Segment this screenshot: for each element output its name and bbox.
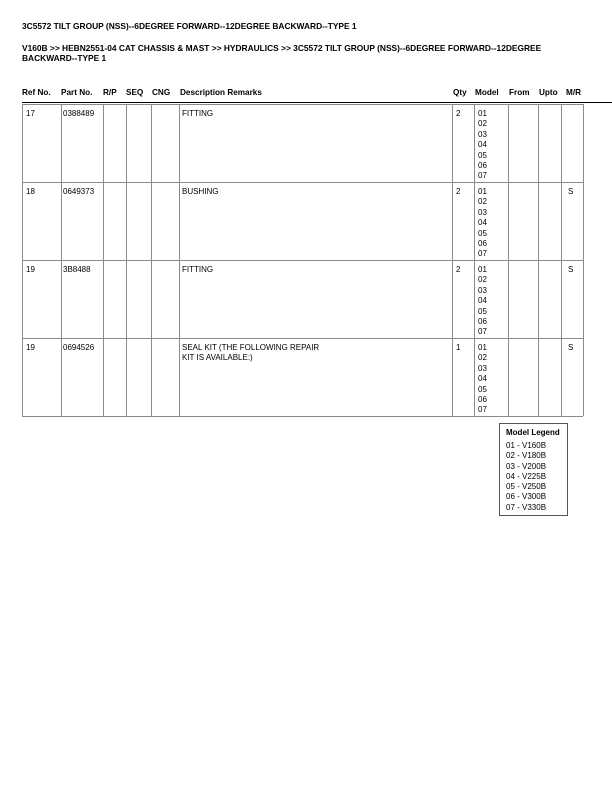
header-model: Model (475, 88, 499, 97)
column-divider (474, 260, 475, 338)
column-divider (583, 260, 584, 338)
model-code: 02 (478, 119, 487, 129)
model-code: 05 (478, 384, 487, 394)
header-ref-no: Ref No. (22, 88, 51, 97)
model-code: 02 (478, 197, 487, 207)
column-divider (474, 338, 475, 416)
model-code: 06 (478, 395, 487, 405)
part-no-cell: 3B8488 (63, 265, 91, 274)
column-divider (103, 104, 104, 182)
description-cell: SEAL KIT (THE FOLLOWING REPAIR KIT IS AVAILABLE:) (182, 343, 320, 363)
column-divider (151, 104, 152, 182)
column-divider (103, 260, 104, 338)
model-code: 03 (478, 363, 487, 373)
qty-cell: 1 (456, 343, 461, 352)
model-list-cell (478, 343, 487, 416)
column-divider (151, 260, 152, 338)
legend-item: 02 - V180B (506, 451, 547, 461)
column-divider (103, 338, 104, 416)
column-divider (179, 338, 180, 416)
column-divider (452, 104, 453, 182)
ref-no-cell: 19 (26, 265, 35, 274)
model-list-cell (478, 187, 487, 260)
column-divider (126, 104, 127, 182)
header-upto: Upto (539, 88, 558, 97)
model-code: 06 (478, 317, 487, 327)
row-divider (22, 260, 583, 261)
column-divider (126, 260, 127, 338)
header-qty: Qty (453, 88, 467, 97)
column-divider (103, 182, 104, 260)
column-divider (151, 338, 152, 416)
qty-cell: 2 (456, 265, 461, 274)
column-divider (538, 182, 539, 260)
model-code: 05 (478, 306, 487, 316)
column-divider (508, 338, 509, 416)
header-part-no: Part No. (61, 88, 93, 97)
model-code: 01 (478, 187, 487, 196)
header-seq: SEQ (126, 88, 144, 97)
column-divider (22, 338, 23, 416)
column-divider (583, 104, 584, 182)
header-cng: CNG (152, 88, 171, 97)
row-divider (22, 338, 583, 339)
column-divider (583, 338, 584, 416)
header-mr: M/R (566, 88, 582, 97)
part-no-cell: 0649373 (63, 187, 95, 196)
column-divider (452, 338, 453, 416)
qty-cell: 2 (456, 109, 461, 118)
mr-cell: S (568, 265, 574, 274)
column-divider (452, 260, 453, 338)
legend-title: Model Legend (506, 428, 560, 437)
part-no-cell: 0694526 (63, 343, 95, 352)
description-cell: FITTING (182, 265, 214, 274)
column-divider (508, 260, 509, 338)
column-divider (61, 260, 62, 338)
model-code: 07 (478, 327, 487, 337)
qty-cell: 2 (456, 187, 461, 196)
column-divider (22, 104, 23, 182)
column-divider (179, 260, 180, 338)
column-divider (508, 104, 509, 182)
model-code: 05 (478, 228, 487, 238)
header-rp: R/P (103, 88, 117, 97)
model-list-cell (478, 109, 487, 182)
table-row (22, 104, 583, 182)
column-divider (22, 182, 23, 260)
legend-item: 06 - V300B (506, 492, 547, 502)
description-cell: FITTING (182, 109, 214, 118)
mr-cell: S (568, 343, 574, 352)
model-code: 04 (478, 374, 487, 384)
column-divider (538, 104, 539, 182)
model-code: 04 (478, 140, 487, 150)
row-divider (22, 182, 583, 183)
ref-no-cell: 19 (26, 343, 35, 352)
column-divider (583, 182, 584, 260)
model-code: 06 (478, 161, 487, 171)
table-row (22, 182, 583, 260)
breadcrumb: V160B >> HEBN2551-04 CAT CHASSIS & MAST >> HYDRAULICS >> 3C5572 TILT GROUP (NSS)--6DEGREE FORWARD--12DEGREE BACKWARD--TYPE 1 (22, 43, 542, 63)
mr-cell: S (568, 187, 574, 196)
model-code: 07 (478, 171, 487, 181)
column-divider (179, 104, 180, 182)
ref-no-cell: 17 (26, 109, 35, 118)
legend-item: 03 - V200B (506, 461, 547, 471)
model-code: 02 (478, 275, 487, 285)
column-divider (151, 182, 152, 260)
legend-items (506, 441, 567, 513)
column-divider (538, 338, 539, 416)
column-divider (561, 104, 562, 182)
column-divider (126, 338, 127, 416)
header-description: Description Remarks (180, 88, 262, 97)
column-divider (474, 182, 475, 260)
legend-item: 04 - V225B (506, 471, 547, 481)
column-divider (126, 182, 127, 260)
ref-no-cell: 18 (26, 187, 35, 196)
model-code: 06 (478, 239, 487, 249)
column-divider (474, 104, 475, 182)
column-divider (61, 338, 62, 416)
column-divider (561, 260, 562, 338)
column-divider (61, 182, 62, 260)
part-no-cell: 0388489 (63, 109, 95, 118)
model-code: 02 (478, 353, 487, 363)
column-divider (561, 182, 562, 260)
model-code: 03 (478, 285, 487, 295)
column-divider (561, 338, 562, 416)
legend-item: 05 - V250B (506, 482, 547, 492)
model-code: 03 (478, 129, 487, 139)
column-divider (538, 260, 539, 338)
model-code: 04 (478, 218, 487, 228)
column-divider (508, 182, 509, 260)
legend-item: 07 - V330B (506, 502, 547, 512)
column-divider (452, 182, 453, 260)
description-cell: BUSHING (182, 187, 219, 196)
header-from: From (509, 88, 530, 97)
column-divider (22, 260, 23, 338)
header-divider (22, 102, 612, 103)
table-row (22, 260, 583, 338)
column-divider (179, 182, 180, 260)
table-row (22, 338, 583, 416)
model-code: 01 (478, 343, 487, 352)
model-code: 01 (478, 265, 487, 274)
row-divider (22, 416, 583, 417)
model-code: 05 (478, 150, 487, 160)
model-code: 07 (478, 249, 487, 259)
model-legend (499, 423, 568, 516)
model-code: 04 (478, 296, 487, 306)
legend-item: 01 - V160B (506, 441, 547, 450)
model-code: 01 (478, 109, 487, 118)
model-code: 03 (478, 207, 487, 217)
model-code: 07 (478, 405, 487, 415)
page-title: 3C5572 TILT GROUP (NSS)--6DEGREE FORWARD--12DEGREE BACKWARD--TYPE 1 (22, 21, 357, 31)
model-list-cell (478, 265, 487, 338)
column-divider (61, 104, 62, 182)
row-divider (22, 104, 583, 105)
